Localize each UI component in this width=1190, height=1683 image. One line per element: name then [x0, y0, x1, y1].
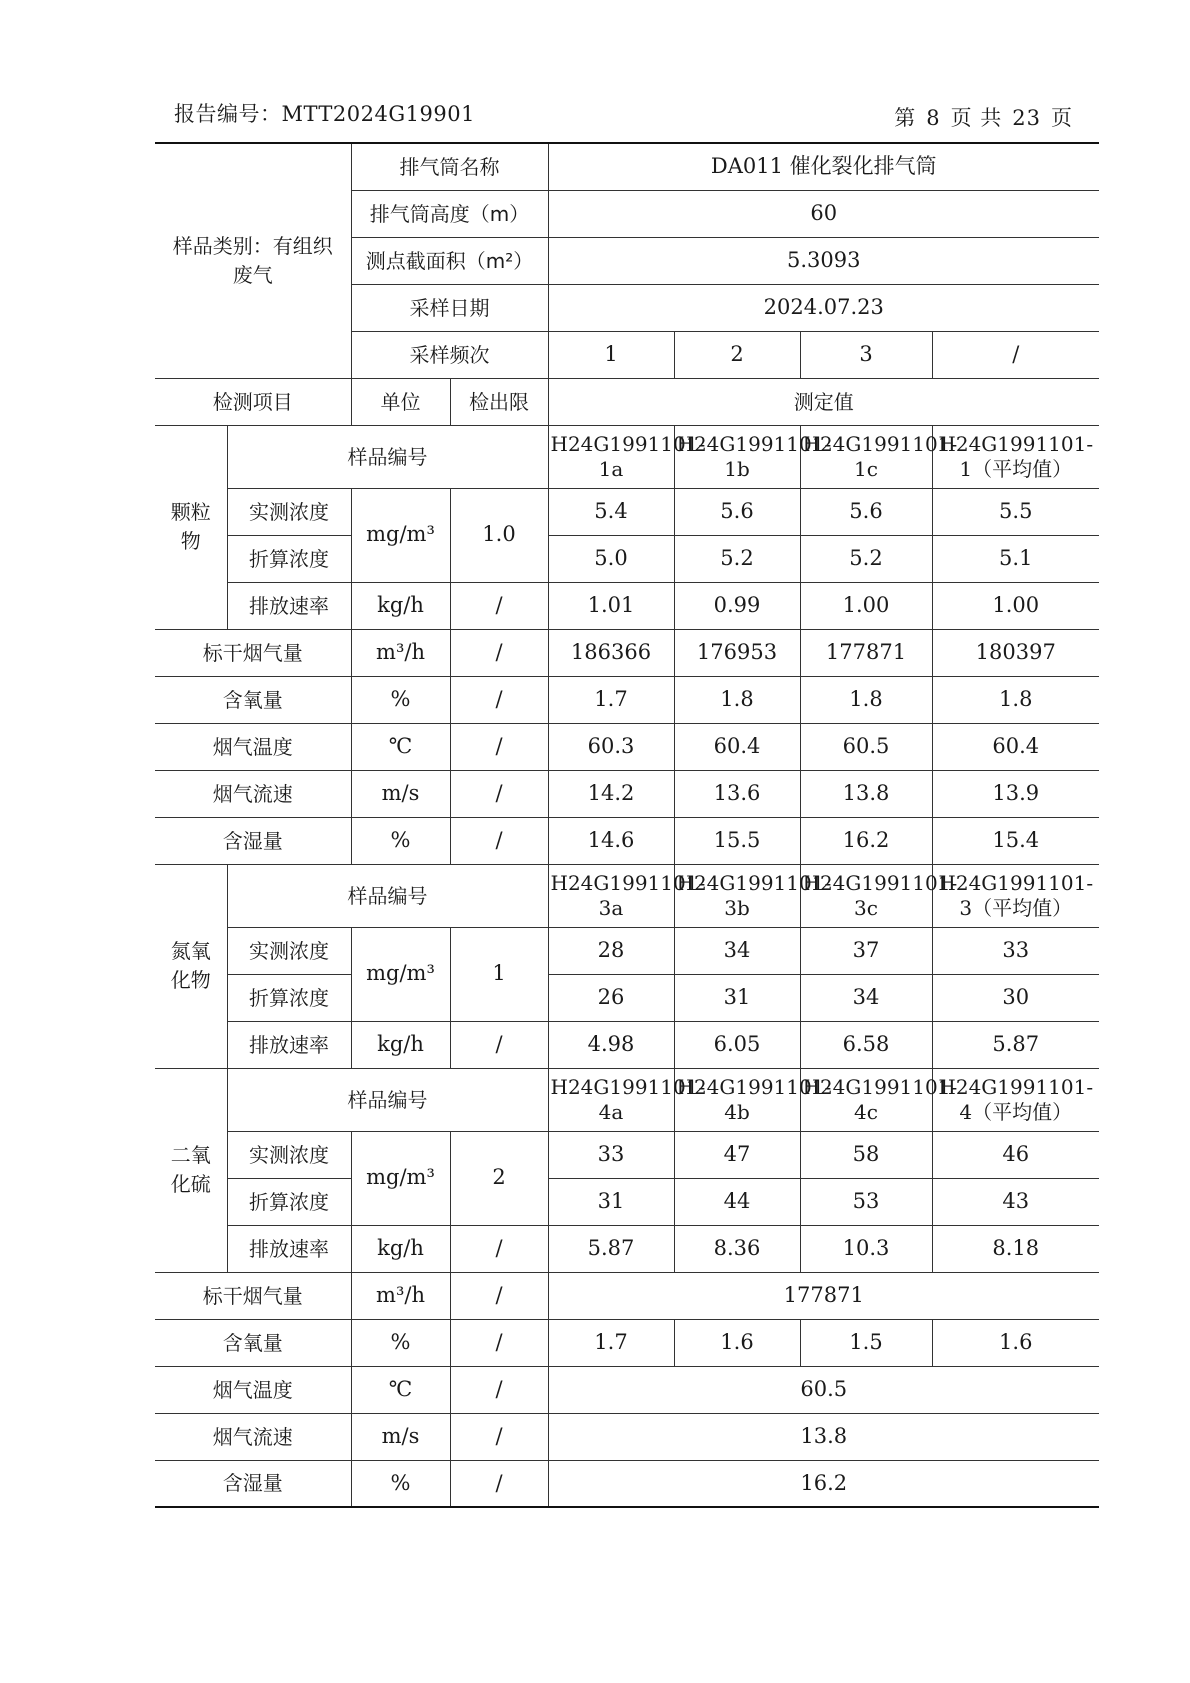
frequency-cell: 3: [800, 331, 932, 378]
report-number-value: MTT2024G19901: [281, 102, 475, 126]
value-cell: 5.2: [674, 535, 800, 582]
sample-id-label: 样品编号: [227, 1068, 548, 1131]
value-cell: 1.00: [932, 582, 1099, 629]
sampling-date-label: 采样日期: [351, 284, 548, 331]
param-label: 标干烟气量: [155, 629, 351, 676]
param-row-flow: [155, 629, 1099, 676]
rate-limit: /: [450, 1021, 548, 1068]
value-cell: 1.6: [674, 1319, 800, 1366]
value-cell: 60.4: [932, 723, 1099, 770]
value-cell: 44: [674, 1178, 800, 1225]
value-cell: 60.4: [674, 723, 800, 770]
stack-name-label: 排气筒名称: [351, 143, 548, 190]
measured-label: 实测浓度: [227, 488, 351, 535]
param-row-oxygen: [155, 676, 1099, 723]
value-cell: 60.5: [548, 1366, 1099, 1413]
section-area-value: 5.3093: [548, 237, 1099, 284]
conc-limit: 1.0: [450, 488, 548, 582]
value-cell: 30: [932, 974, 1099, 1021]
value-cell: 1.00: [800, 582, 932, 629]
so2-measured-row: [155, 1131, 1099, 1178]
value-cell: 47: [674, 1131, 800, 1178]
param-unit: ℃: [351, 1366, 450, 1413]
report-table: [155, 142, 1099, 1508]
particulate-sample-id-row: [155, 425, 1099, 488]
value-cell: 176953: [674, 629, 800, 676]
value-cell: 15.4: [932, 817, 1099, 864]
param-limit: /: [450, 1319, 548, 1366]
conc-limit: 1: [450, 927, 548, 1021]
param-unit: ℃: [351, 723, 450, 770]
value-cell: 5.6: [800, 488, 932, 535]
value-cell: 34: [674, 927, 800, 974]
value-cell: 13.8: [548, 1413, 1099, 1460]
measured-label: 实测浓度: [227, 1131, 351, 1178]
rate-label: 排放速率: [227, 1225, 351, 1272]
param-limit: /: [450, 1272, 548, 1319]
converted-label: 折算浓度: [227, 535, 351, 582]
param-unit: %: [351, 676, 450, 723]
param-label: 标干烟气量: [155, 1272, 351, 1319]
converted-label: 折算浓度: [227, 1178, 351, 1225]
param-limit: /: [450, 723, 548, 770]
sample-id: H24G1991101-4a: [548, 1068, 674, 1131]
conc-unit: mg/m³: [351, 927, 450, 1021]
sample-id-label: 样品编号: [227, 425, 548, 488]
page-prefix: 第: [894, 106, 917, 130]
value-cell: 4.98: [548, 1021, 674, 1068]
sample-id: H24G1991101-4c: [800, 1068, 932, 1131]
value-cell: 177871: [800, 629, 932, 676]
param-unit: %: [351, 1319, 450, 1366]
conc-unit: mg/m³: [351, 1131, 450, 1225]
value-cell: 46: [932, 1131, 1099, 1178]
value-cell: 6.58: [800, 1021, 932, 1068]
param-limit: /: [450, 1460, 548, 1507]
sample-id: H24G1991101-3a: [548, 864, 674, 927]
value-cell: 0.99: [674, 582, 800, 629]
param-limit: /: [450, 1413, 548, 1460]
param-label: 烟气温度: [155, 723, 351, 770]
param-unit: m³/h: [351, 1272, 450, 1319]
nox-rate-row: [155, 1021, 1099, 1068]
nox-measured-row: [155, 927, 1099, 974]
value-cell: 13.9: [932, 770, 1099, 817]
value-cell: 1.5: [800, 1319, 932, 1366]
value-cell: 177871: [548, 1272, 1099, 1319]
measured-label: 实测浓度: [227, 927, 351, 974]
value-cell: 5.0: [548, 535, 674, 582]
sample-id: H24G1991101-3（平均值）: [932, 864, 1099, 927]
report-number: [174, 98, 475, 128]
value-cell: 1.8: [800, 676, 932, 723]
stack-height-value: 60: [548, 190, 1099, 237]
particulate-measured-row: [155, 488, 1099, 535]
param-unit: m/s: [351, 770, 450, 817]
column-header-item: 检测项目: [155, 378, 351, 425]
conc-limit: 2: [450, 1131, 548, 1225]
param-unit: m/s: [351, 1413, 450, 1460]
report-number-label: 报告编号：: [174, 102, 282, 126]
param2-row-flow: [155, 1272, 1099, 1319]
value-cell: 34: [800, 974, 932, 1021]
so2-label: 二氧化硫: [155, 1068, 227, 1272]
value-cell: 53: [800, 1178, 932, 1225]
nox-sample-id-row: [155, 864, 1099, 927]
stack-height-label: 排气筒高度（m）: [351, 190, 548, 237]
sample-id: H24G1991101-1（平均值）: [932, 425, 1099, 488]
rate-label: 排放速率: [227, 582, 351, 629]
page-suffix: 页: [1051, 106, 1073, 130]
value-cell: 31: [674, 974, 800, 1021]
value-cell: 14.6: [548, 817, 674, 864]
conc-unit: mg/m³: [351, 488, 450, 582]
frequency-cell: /: [932, 331, 1099, 378]
value-cell: 58: [800, 1131, 932, 1178]
sample-id: H24G1991101-4b: [674, 1068, 800, 1131]
value-cell: 5.1: [932, 535, 1099, 582]
param2-row-humidity: [155, 1460, 1099, 1507]
rate-unit: kg/h: [351, 1225, 450, 1272]
sample-id: H24G1991101-1b: [674, 425, 800, 488]
param-label: 含氧量: [155, 676, 351, 723]
particulate-label: 颗粒物: [155, 425, 227, 629]
particulate-converted-row: [155, 535, 1099, 582]
page-indicator: [889, 102, 1078, 132]
value-cell: 16.2: [548, 1460, 1099, 1507]
value-cell: 1.8: [932, 676, 1099, 723]
value-cell: 31: [548, 1178, 674, 1225]
nox-label: 氮氧化物: [155, 864, 227, 1068]
value-cell: 10.3: [800, 1225, 932, 1272]
value-cell: 26: [548, 974, 674, 1021]
param-label: 含湿量: [155, 1460, 351, 1507]
value-cell: 1.7: [548, 1319, 674, 1366]
param-limit: /: [450, 1366, 548, 1413]
sample-id: H24G1991101-1c: [800, 425, 932, 488]
so2-sample-id-row: [155, 1068, 1099, 1131]
param-row-velocity: [155, 770, 1099, 817]
value-cell: 43: [932, 1178, 1099, 1225]
param-row-temperature: [155, 723, 1099, 770]
value-cell: 37: [800, 927, 932, 974]
param2-row-velocity: [155, 1413, 1099, 1460]
sample-id: H24G1991101-3c: [800, 864, 932, 927]
value-cell: 186366: [548, 629, 674, 676]
param-unit: %: [351, 817, 450, 864]
rate-limit: /: [450, 1225, 548, 1272]
sample-category: 样品类别：有组织废气: [155, 143, 351, 378]
column-header-value: 测定值: [548, 378, 1099, 425]
so2-rate-row: [155, 1225, 1099, 1272]
value-cell: 28: [548, 927, 674, 974]
column-header-unit: 单位: [351, 378, 450, 425]
value-cell: 33: [932, 927, 1099, 974]
param2-row-oxygen: [155, 1319, 1099, 1366]
value-cell: 13.6: [674, 770, 800, 817]
frequency-cell: 1: [548, 331, 674, 378]
param-limit: /: [450, 817, 548, 864]
value-cell: 8.36: [674, 1225, 800, 1272]
frequency-cell: 2: [674, 331, 800, 378]
param-label: 含湿量: [155, 817, 351, 864]
value-cell: 1.7: [548, 676, 674, 723]
section-area-label: 测点截面积（m²）: [351, 237, 548, 284]
frequency-label: 采样频次: [351, 331, 548, 378]
rate-unit: kg/h: [351, 582, 450, 629]
rate-label: 排放速率: [227, 1021, 351, 1068]
param2-row-temperature: [155, 1366, 1099, 1413]
value-cell: 1.01: [548, 582, 674, 629]
param-unit: m³/h: [351, 629, 450, 676]
rate-limit: /: [450, 582, 548, 629]
param-limit: /: [450, 629, 548, 676]
value-cell: 1.8: [674, 676, 800, 723]
column-header-limit: 检出限: [450, 378, 548, 425]
param-label: 含氧量: [155, 1319, 351, 1366]
value-cell: 6.05: [674, 1021, 800, 1068]
page-mid: 页 共: [950, 106, 1003, 130]
sample-id: H24G1991101-3b: [674, 864, 800, 927]
sample-id-label: 样品编号: [227, 864, 548, 927]
sample-id: H24G1991101-1a: [548, 425, 674, 488]
value-cell: 14.2: [548, 770, 674, 817]
value-cell: 60.5: [800, 723, 932, 770]
value-cell: 16.2: [800, 817, 932, 864]
converted-label: 折算浓度: [227, 974, 351, 1021]
stack-name-value: DA011 催化裂化排气筒: [548, 143, 1099, 190]
param-unit: %: [351, 1460, 450, 1507]
value-cell: 15.5: [674, 817, 800, 864]
value-cell: 33: [548, 1131, 674, 1178]
value-cell: 5.6: [674, 488, 800, 535]
param-label: 烟气流速: [155, 770, 351, 817]
sampling-date-value: 2024.07.23: [548, 284, 1099, 331]
param-limit: /: [450, 676, 548, 723]
value-cell: 1.6: [932, 1319, 1099, 1366]
param-row-humidity: [155, 817, 1099, 864]
so2-converted-row: [155, 1178, 1099, 1225]
param-label: 烟气温度: [155, 1366, 351, 1413]
rate-unit: kg/h: [351, 1021, 450, 1068]
param-label: 烟气流速: [155, 1413, 351, 1460]
page-total: 23: [1012, 106, 1041, 130]
particulate-rate-row: [155, 582, 1099, 629]
value-cell: 180397: [932, 629, 1099, 676]
column-header-row: [155, 378, 1099, 425]
value-cell: 13.8: [800, 770, 932, 817]
value-cell: 5.4: [548, 488, 674, 535]
value-cell: 5.2: [800, 535, 932, 582]
info-row-stack-name: [155, 143, 1099, 190]
sample-id: H24G1991101-4（平均值）: [932, 1068, 1099, 1131]
page-number: 8: [926, 106, 941, 130]
value-cell: 5.87: [932, 1021, 1099, 1068]
value-cell: 5.5: [932, 488, 1099, 535]
value-cell: 60.3: [548, 723, 674, 770]
nox-converted-row: [155, 974, 1099, 1021]
value-cell: 8.18: [932, 1225, 1099, 1272]
value-cell: 5.87: [548, 1225, 674, 1272]
param-limit: /: [450, 770, 548, 817]
